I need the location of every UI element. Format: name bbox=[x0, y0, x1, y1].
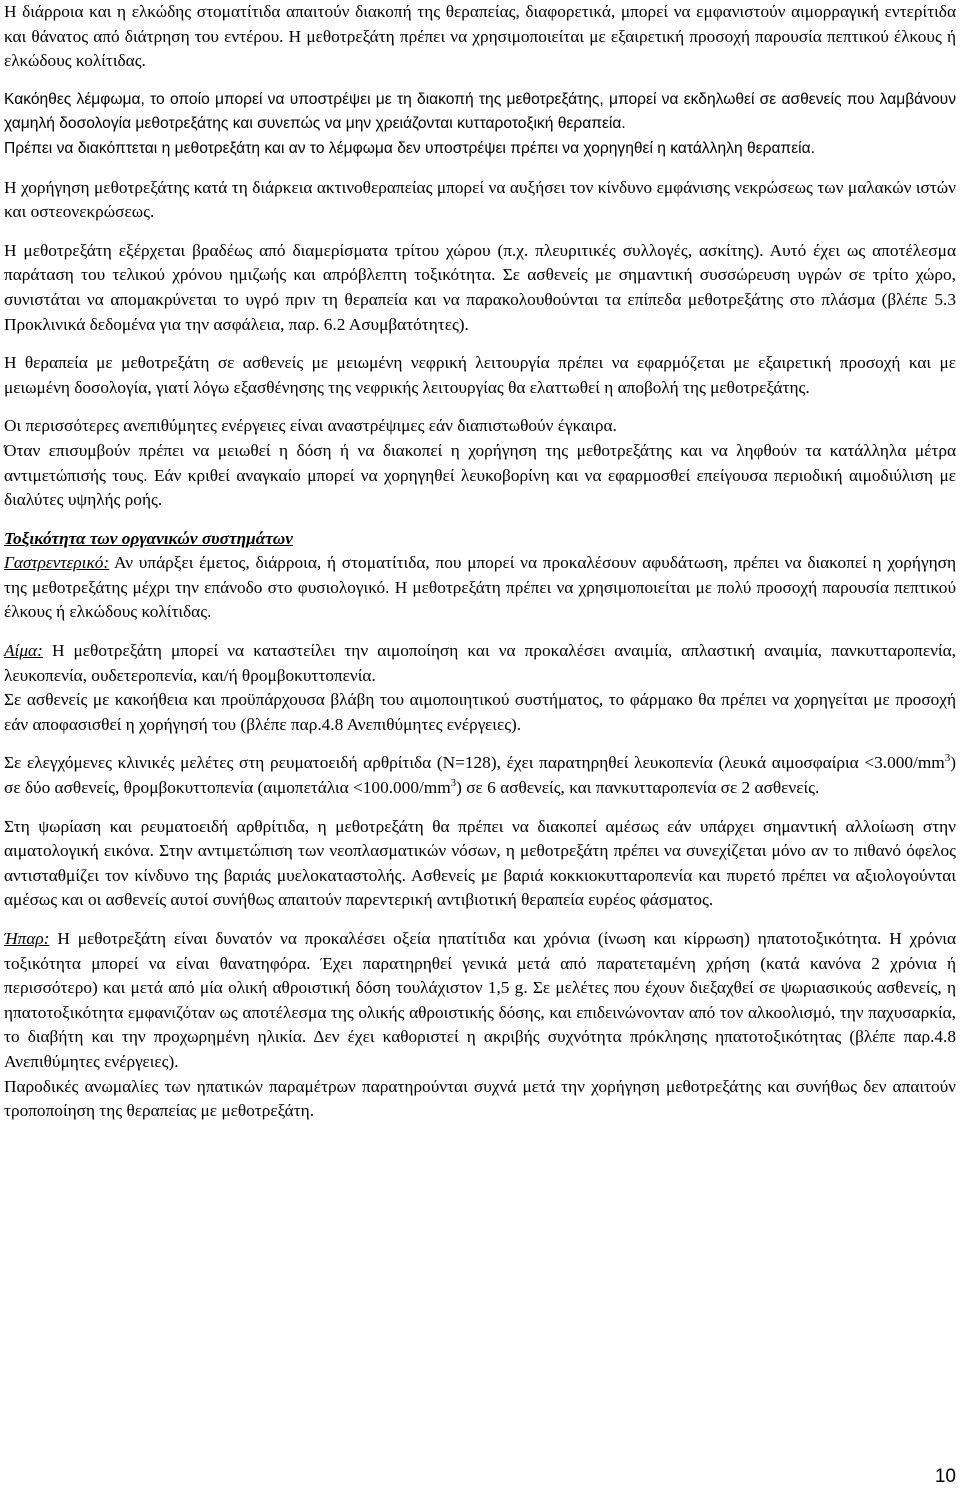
superscript-3: 3 bbox=[450, 777, 457, 790]
paragraph-psoriasis: Στη ψωρίαση και ρευματοειδή αρθρίτιδα, η μεθοτρεξάτη θα πρέπει να διακοπεί αμέσως εάν υπάρχει σημαντική αλλοίωση στην αιματολογική εικόνα. Στην αντιμετώπιση των νεοπλασματικών νόσων, η μεθοτρεξάτη πρέπει να συνεχίζεται μόνο αν το πιθανό όφελος αντισταθμίζει τον κίνδυνο της βαριάς μυελοκαταστολής. Ασθενείς με βαριά κοκκιοκυτταροπενία και πυρετό πρέπει να αξιολογούνται αμέσως και οι ασθενείς αυτοί συνήθως απαιτούν παρεντερική αντιβιοτική θεραπεία ευρέος φάσματος. bbox=[4, 816, 956, 910]
paragraph-blood bbox=[4, 639, 956, 688]
clinical-studies-text-b: ) σε δύο ασθενείς, θρομβοκυττοπενία (αιμοπετάλια <100.000/mm bbox=[4, 753, 956, 798]
paragraph-reversible-effects: Οι περισσότερες ανεπιθύμητες ενέργειες είναι αναστρέψιμες εάν διαπιστωθούν έγκαιρα. bbox=[4, 416, 617, 436]
page-number: 10 bbox=[934, 1466, 956, 1487]
paragraph-third-space: Η μεθοτρεξάτη εξέρχεται βραδέως από διαμερίσματα τρίτου χώρου (π.χ. πλευριτικές συλλογές, ασκίτης). Αυτό έχει ως αποτέλεσμα παράταση του τελικού χρόνου ημιζωής και απρόβλεπτη τοξικότητα. Σε ασθενείς με σημαντική συσσώρευση υγρών σε τρίτο χώρο, συνιστάται να απομακρύνεται το υγρό πριν τη θεραπεία και να παρακολουθούνται τα επίπεδα μεθοτρεξάτης στο πλάσμα (βλέπε 5.3 Προκλινικά δεδομένα για την ασφάλεια, παρ. 6.2 Ασυμβατότητες). bbox=[4, 240, 956, 334]
section-heading-text: Τοξικότητα των οργανικών συστημάτων bbox=[4, 528, 293, 548]
paragraph-clinical-studies bbox=[4, 751, 956, 800]
paragraph-renal-function: Η θεραπεία με μεθοτρεξάτη σε ασθενείς με μειωμένη νεφρική λειτουργία πρέπει να εφαρμόζεται με εξαιρετική προσοχή και με μειωμένη δοσολογία, γιατί λόγω εξασθένησης της νεφρικής λειτουργίας θα ελαττωθεί η αποβολή της μεθοτρεξάτης. bbox=[4, 353, 956, 397]
paragraph-liver-parameters: Παροδικές ανωμαλίες των ηπατικών παραμέτρων παρατηρούνται συχνά μετά την χορήγηση μεθοτρεξάτης και συνήθως δεν απαιτούν τροποποίηση της θεραπείας με μεθοτρεξάτη. bbox=[4, 1076, 956, 1121]
superscript-3: 3 bbox=[944, 752, 951, 765]
clinical-studies-text-c: ) σε 6 ασθενείς, και πανκυτταροπενία σε 2 ασθενείς. bbox=[456, 778, 820, 798]
paragraph-gastrointestinal bbox=[4, 551, 956, 625]
gastrointestinal-text: Αν υπάρξει έμετος, διάρροια, ή στοματίτιδα, που μπορεί να προκαλέσουν αφυδάτωση, πρέπει να διακοπεί η χορήγηση της μεθοτρεξάτης μέχρι την επάνοδο στο φυσιολογικό. Η μεθοτρεξάτη πρέπει να χρησιμοποιείται με πολύ προσοχή παρουσία πεπτικού έλκους ή ελκώδους κολίτιδας. bbox=[4, 553, 956, 622]
gastrointestinal-label: Γαστρεντερικό: bbox=[4, 553, 110, 573]
section-heading bbox=[4, 527, 956, 552]
liver-text: Η μεθοτρεξάτη είναι δυνατόν να προκαλέσει οξεία ηπατίτιδα και χρόνια (ίνωση και κίρρωση) ηπατοτοξικότητα. Η χρόνια τοξικότητα μπορεί να είναι θανατηφόρα. Έχει παρατηρηθεί γενικά μετά από παρατεταμένη χρήση (κατά κανόνα 2 χρόνια ή περισσότερο) και μετά από μία ολική αθροιστική δόση τουλάχιστον 1,5 g. Σε μελέτες που έχουν διεξαχθεί σε ψωριασικούς ασθενείς, η ηπατοτοξικότητα εμφανιζόταν ως αποτέλεσμα της ολικής αθροιστικής δόσης, και επιδεινώνονταν από τον αλκοολισμό, την παχυσαρκία, το διαβήτη και την προχωρημένη ηλικία. Δεν έχει καθοριστεί η ακριβής συχνότητα πρόκλησης ηπατοτοξικότητας (βλέπε παρ.4.8 Ανεπιθύμητες ενέργειες). bbox=[4, 929, 956, 1071]
paragraph-diarrhea-warning: Η διάρροια και η ελκώδης στοματίτιδα απαιτούν διακοπή της θεραπείας, διαφορετικά, μπορεί να εμφανιστούν αιμορραγική εντερίτιδα και θάνατος από διάτρηση του εντέρου. Η μεθοτρεξάτη πρέπει να χρησιμοποιείται με εξαιρετική προσοχή παρουσία πεπτικού έλκους ή ελκώδους κολίτιδας. bbox=[4, 2, 956, 71]
paragraph-liver bbox=[4, 927, 956, 1075]
paragraph-hematopoietic-damage: Σε ασθενείς με κακοήθεια και προϋπάρχουσα βλάβη του αιμοποιητικού συστήματος, το φάρμακο θα πρέπει να χορηγείται με προσοχή εάν αποφασισθεί η χορήγησή του (βλέπε παρ.4.8 Ανεπιθύμητες ενέργειες). bbox=[4, 690, 956, 734]
clinical-studies-text-a: Σε ελεγχόμενες κλινικές μελέτες στη ρευματοειδή αρθρίτιδα (N=128), έχει παρατηρηθεί λευκοπενία (λευκά αιμοσφαίρια <3.000/mm bbox=[4, 753, 945, 773]
paragraph-lymphoma-stop: Πρέπει να διακόπτεται η μεθοτρεξάτη και αν το λέμφωμα δεν υποστρέψει πρέπει να χορηγηθεί η κατάλληλη θεραπεία. bbox=[4, 139, 815, 157]
blood-text: Η μεθοτρεξάτη μπορεί να καταστείλει την αιμοποίηση και να προκαλέσει αναιμία, απλαστική αναιμία, πανκυτταροπενία, λευκοπενία, ουδετεροπενία, και/ή θρομβοκυττοπενία. bbox=[4, 641, 956, 685]
blood-label: Αίμα: bbox=[4, 641, 43, 661]
paragraph-dose-reduction: Όταν επισυμβούν πρέπει να μειωθεί η δόση ή να διακοπεί η χορήγηση της μεθοτρεξάτης και να ληφθούν τα κατάλληλα μέτρα αντιμετώπισής τους. Εάν κριθεί αναγκαίο μπορεί να χορηγηθεί λευκοβορίνη και να εφαρμοσθεί επείγουσα περιοδική αιμοδιύλιση με διαλύτες υψηλής ροής. bbox=[4, 440, 956, 510]
paragraph-radiotherapy: Η χορήγηση μεθοτρεξάτης κατά τη διάρκεια ακτινοθεραπείας μπορεί να αυξήσει τον κίνδυνο εμφάνισης νεκρώσεως των μαλακών ιστών και οστεονεκρώσεως. bbox=[4, 177, 956, 222]
document-page bbox=[4, 0, 956, 1124]
paragraph-lymphoma: Κακόηθες λέμφωμα, το οποίο μπορεί να υποστρέψει με τη διακοπή της μεθοτρεξάτης, μπορεί να εκδηλωθεί σε ασθενείς που λαμβάνουν χαμηλή δοσολογία μεθοτρεξάτης και συνεπώς να μην χρειάζονται κυτταροτοξική θεραπεία. bbox=[4, 90, 956, 133]
liver-label: Ήπαρ: bbox=[4, 929, 50, 948]
